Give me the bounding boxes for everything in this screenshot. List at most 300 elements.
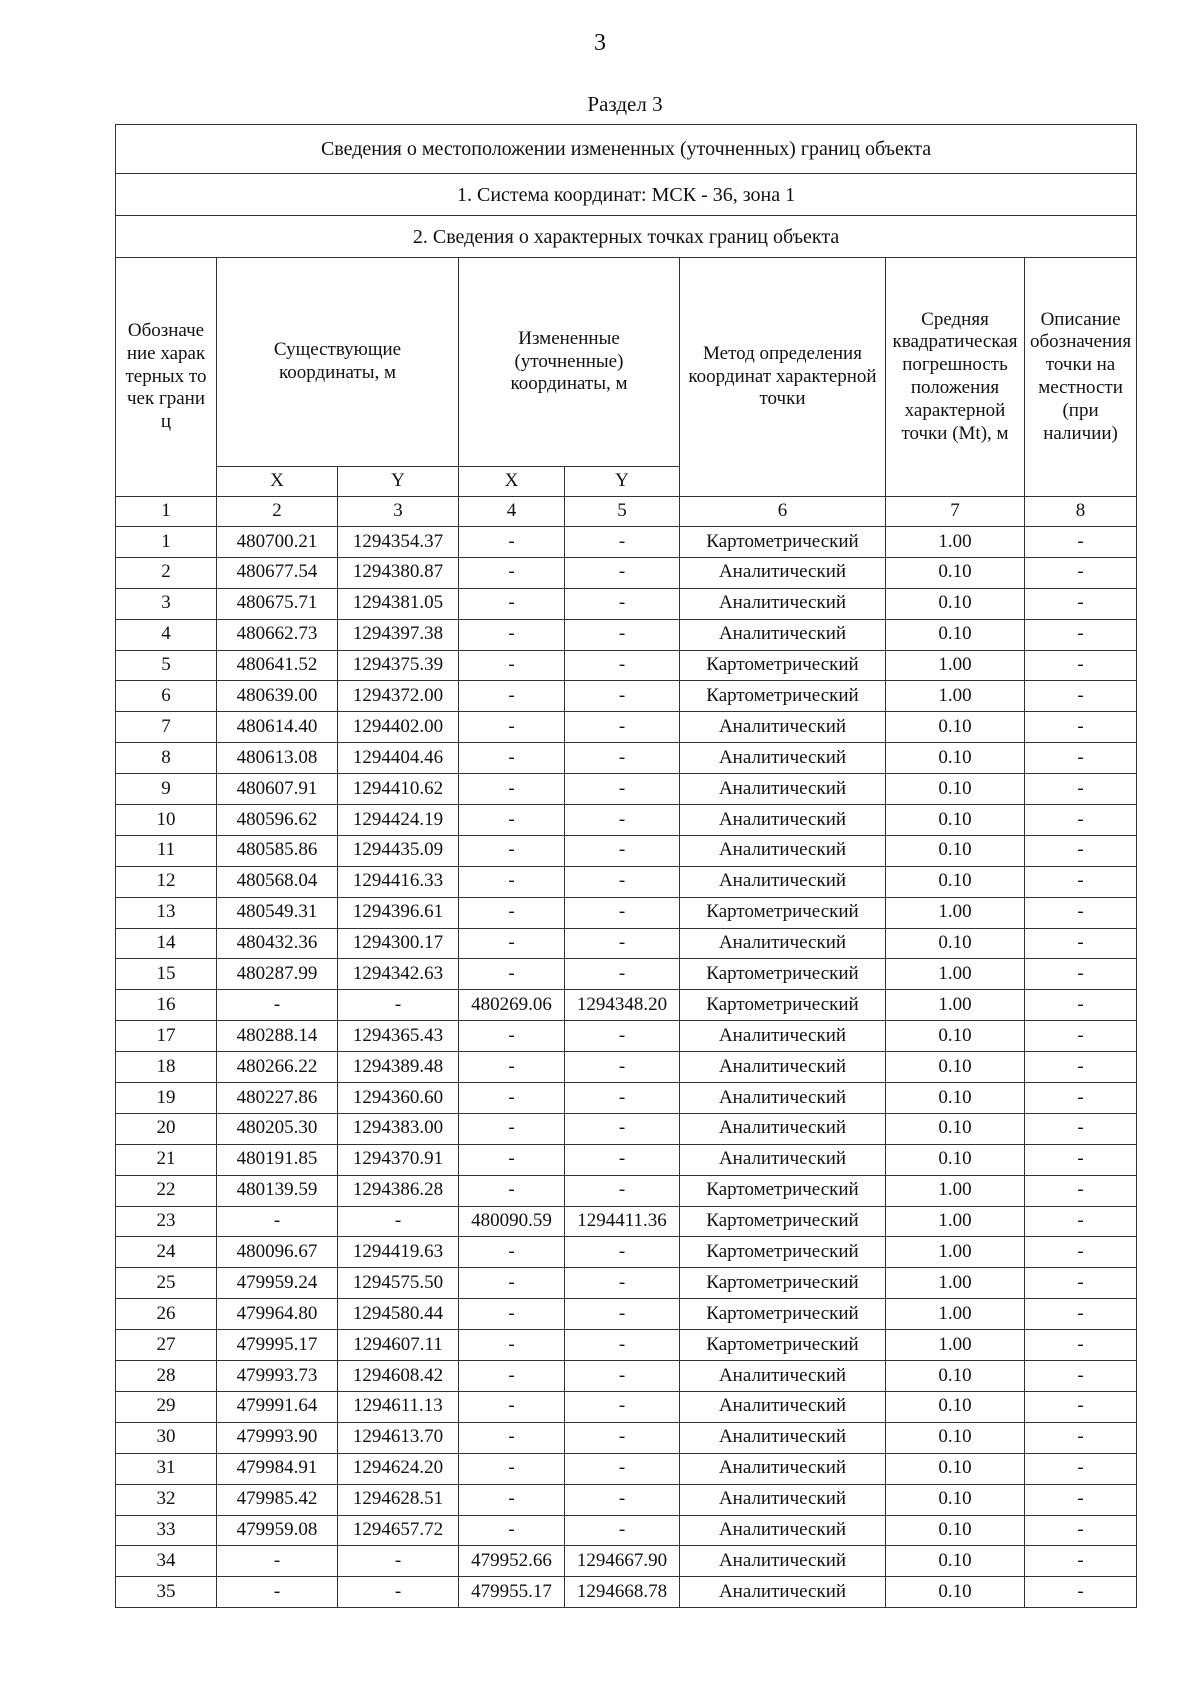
header-changed-x: X: [459, 467, 565, 497]
cell-existing-y: 1294419.63: [338, 1237, 459, 1268]
cell-point-number: 19: [116, 1083, 217, 1114]
table-row: [116, 1021, 1137, 1052]
cell-existing-x: -: [217, 990, 338, 1021]
cell-method: Аналитический: [680, 866, 886, 897]
cell-point-number: 18: [116, 1052, 217, 1083]
column-number: 2: [217, 497, 338, 527]
cell-method: Аналитический: [680, 1391, 886, 1422]
table-row: [116, 1268, 1137, 1299]
column-number: 6: [680, 497, 886, 527]
cell-existing-x: 480613.08: [217, 743, 338, 774]
cell-existing-x: 480549.31: [217, 897, 338, 928]
cell-method: Аналитический: [680, 805, 886, 836]
cell-existing-x: 480700.21: [217, 527, 338, 558]
cell-existing-y: 1294372.00: [338, 681, 459, 712]
cell-changed-y: -: [565, 928, 680, 959]
cell-changed-x: -: [459, 527, 565, 558]
cell-description: -: [1025, 1237, 1137, 1268]
cell-existing-x: 480596.62: [217, 805, 338, 836]
cell-existing-y: 1294404.46: [338, 743, 459, 774]
cell-method: Аналитический: [680, 1113, 886, 1144]
cell-existing-y: -: [338, 1206, 459, 1237]
cell-error-mt: 0.10: [886, 1052, 1025, 1083]
table-row: [116, 928, 1137, 959]
cell-error-mt: 1.00: [886, 897, 1025, 928]
cell-existing-x: 480205.30: [217, 1113, 338, 1144]
cell-changed-y: -: [565, 1422, 680, 1453]
cell-changed-y: -: [565, 897, 680, 928]
table-row: [116, 743, 1137, 774]
cell-error-mt: 0.10: [886, 1144, 1025, 1175]
cell-existing-y: 1294435.09: [338, 835, 459, 866]
cell-point-number: 6: [116, 681, 217, 712]
cell-existing-y: 1294613.70: [338, 1422, 459, 1453]
cell-description: -: [1025, 805, 1137, 836]
cell-method: Картометрический: [680, 1299, 886, 1330]
cell-changed-y: -: [565, 1144, 680, 1175]
table-row: [116, 835, 1137, 866]
cell-existing-y: 1294375.39: [338, 650, 459, 681]
cell-method: Аналитический: [680, 1453, 886, 1484]
cell-point-number: 3: [116, 588, 217, 619]
cell-existing-y: 1294396.61: [338, 897, 459, 928]
cell-changed-y: 1294411.36: [565, 1206, 680, 1237]
table-row: [116, 1453, 1137, 1484]
cell-description: -: [1025, 1484, 1137, 1515]
cell-changed-y: 1294348.20: [565, 990, 680, 1021]
header-changed-coordinates: Измененные (уточненные) координаты, м: [459, 258, 680, 467]
cell-changed-x: -: [459, 866, 565, 897]
cell-point-number: 35: [116, 1577, 217, 1608]
cell-description: -: [1025, 743, 1137, 774]
column-number: 8: [1025, 497, 1137, 527]
cell-existing-x: 480639.00: [217, 681, 338, 712]
cell-existing-x: 480662.73: [217, 619, 338, 650]
cell-point-number: 21: [116, 1144, 217, 1175]
cell-method: Аналитический: [680, 619, 886, 650]
cell-error-mt: 0.10: [886, 1021, 1025, 1052]
cell-description: -: [1025, 1361, 1137, 1392]
cell-method: Аналитический: [680, 712, 886, 743]
cell-existing-x: 480614.40: [217, 712, 338, 743]
cell-changed-x: -: [459, 1113, 565, 1144]
table-row: [116, 557, 1137, 588]
cell-point-number: 7: [116, 712, 217, 743]
cell-existing-y: 1294397.38: [338, 619, 459, 650]
table-body: [116, 527, 1137, 1608]
cell-point-number: 16: [116, 990, 217, 1021]
cell-changed-x: 479955.17: [459, 1577, 565, 1608]
cell-changed-y: -: [565, 1330, 680, 1361]
cell-method: Аналитический: [680, 1577, 886, 1608]
table-row: [116, 712, 1137, 743]
cell-error-mt: 1.00: [886, 1206, 1025, 1237]
cell-changed-y: -: [565, 835, 680, 866]
cell-point-number: 9: [116, 774, 217, 805]
cell-changed-x: 480090.59: [459, 1206, 565, 1237]
cell-changed-y: -: [565, 1484, 680, 1515]
cell-existing-y: 1294607.11: [338, 1330, 459, 1361]
cell-error-mt: 0.10: [886, 1361, 1025, 1392]
header-changed-y: Y: [565, 467, 680, 497]
cell-changed-x: -: [459, 774, 565, 805]
cell-method: Аналитический: [680, 1546, 886, 1577]
cell-error-mt: 0.10: [886, 805, 1025, 836]
table-row: [116, 1113, 1137, 1144]
cell-existing-x: -: [217, 1546, 338, 1577]
cell-existing-x: 479991.64: [217, 1391, 338, 1422]
cell-description: -: [1025, 1453, 1137, 1484]
cell-changed-x: -: [459, 805, 565, 836]
cell-method: Картометрический: [680, 1268, 886, 1299]
cell-point-number: 23: [116, 1206, 217, 1237]
cell-method: Аналитический: [680, 1484, 886, 1515]
cell-method: Аналитический: [680, 1021, 886, 1052]
table-row: [116, 1546, 1137, 1577]
cell-changed-x: -: [459, 1453, 565, 1484]
cell-existing-x: 479993.90: [217, 1422, 338, 1453]
cell-changed-x: 479952.66: [459, 1546, 565, 1577]
cell-changed-y: -: [565, 681, 680, 712]
cell-description: -: [1025, 897, 1137, 928]
cell-description: -: [1025, 1546, 1137, 1577]
cell-changed-y: -: [565, 1175, 680, 1206]
table-row: [116, 1330, 1137, 1361]
cell-description: -: [1025, 959, 1137, 990]
cell-changed-y: -: [565, 805, 680, 836]
cell-method: Аналитический: [680, 928, 886, 959]
cell-error-mt: 1.00: [886, 1237, 1025, 1268]
cell-existing-x: -: [217, 1206, 338, 1237]
table-title: Сведения о местоположении измененных (уточненных) границ объекта: [116, 125, 1137, 174]
cell-changed-y: -: [565, 1268, 680, 1299]
table-row: [116, 1175, 1137, 1206]
cell-point-number: 17: [116, 1021, 217, 1052]
cell-error-mt: 1.00: [886, 990, 1025, 1021]
table-row: [116, 1299, 1137, 1330]
cell-existing-y: 1294624.20: [338, 1453, 459, 1484]
header-mean-square-error: Средняя квадратическая погрешность положения характерной точки (Mt), м: [886, 258, 1025, 497]
cell-description: -: [1025, 712, 1137, 743]
cell-existing-x: 480568.04: [217, 866, 338, 897]
cell-point-number: 11: [116, 835, 217, 866]
cell-error-mt: 0.10: [886, 928, 1025, 959]
cell-existing-x: 480096.67: [217, 1237, 338, 1268]
cell-description: -: [1025, 650, 1137, 681]
cell-error-mt: 0.10: [886, 712, 1025, 743]
cell-method: Картометрический: [680, 1237, 886, 1268]
cell-method: Аналитический: [680, 774, 886, 805]
cell-changed-y: -: [565, 1361, 680, 1392]
cell-method: Картометрический: [680, 1206, 886, 1237]
cell-description: -: [1025, 1268, 1137, 1299]
header-existing-coordinates: Существующие координаты, м: [217, 258, 459, 467]
cell-existing-y: 1294383.00: [338, 1113, 459, 1144]
cell-description: -: [1025, 1206, 1137, 1237]
table-row: [116, 1361, 1137, 1392]
table-row: [116, 681, 1137, 712]
cell-description: -: [1025, 1391, 1137, 1422]
cell-changed-x: -: [459, 743, 565, 774]
cell-existing-y: 1294424.19: [338, 805, 459, 836]
cell-changed-x: -: [459, 1391, 565, 1422]
table-row: [116, 990, 1137, 1021]
cell-changed-y: -: [565, 866, 680, 897]
cell-error-mt: 1.00: [886, 1330, 1025, 1361]
cell-changed-y: -: [565, 1052, 680, 1083]
cell-description: -: [1025, 681, 1137, 712]
cell-existing-x: 479995.17: [217, 1330, 338, 1361]
cell-existing-y: 1294370.91: [338, 1144, 459, 1175]
cell-existing-x: 480607.91: [217, 774, 338, 805]
table-row: [116, 588, 1137, 619]
cell-description: -: [1025, 835, 1137, 866]
cell-existing-x: 479964.80: [217, 1299, 338, 1330]
cell-point-number: 22: [116, 1175, 217, 1206]
cell-error-mt: 0.10: [886, 1515, 1025, 1546]
cell-existing-x: 480585.86: [217, 835, 338, 866]
cell-existing-x: 479985.42: [217, 1484, 338, 1515]
cell-changed-y: -: [565, 619, 680, 650]
cell-changed-y: -: [565, 1515, 680, 1546]
cell-existing-y: 1294608.42: [338, 1361, 459, 1392]
cell-changed-x: -: [459, 959, 565, 990]
header-determination-method: Метод определения координат характерной точки: [680, 258, 886, 497]
cell-changed-y: 1294668.78: [565, 1577, 680, 1608]
cell-description: -: [1025, 1422, 1137, 1453]
cell-error-mt: 0.10: [886, 1422, 1025, 1453]
cell-changed-x: -: [459, 1484, 565, 1515]
cell-existing-x: 480675.71: [217, 588, 338, 619]
cell-existing-y: 1294657.72: [338, 1515, 459, 1546]
column-number: 7: [886, 497, 1025, 527]
cell-changed-x: -: [459, 1299, 565, 1330]
section-title: Раздел 3: [587, 92, 663, 116]
cell-method: Картометрический: [680, 1175, 886, 1206]
cell-description: -: [1025, 1113, 1137, 1144]
cell-description: -: [1025, 1515, 1137, 1546]
cell-changed-x: -: [459, 712, 565, 743]
cell-method: Картометрический: [680, 650, 886, 681]
cell-changed-y: -: [565, 650, 680, 681]
cell-existing-y: 1294300.17: [338, 928, 459, 959]
cell-error-mt: 0.10: [886, 619, 1025, 650]
cell-changed-x: -: [459, 1083, 565, 1114]
cell-method: Аналитический: [680, 1083, 886, 1114]
cell-method: Аналитический: [680, 1144, 886, 1175]
cell-description: -: [1025, 866, 1137, 897]
cell-existing-y: 1294628.51: [338, 1484, 459, 1515]
cell-changed-x: -: [459, 897, 565, 928]
table-row: [116, 1083, 1137, 1114]
cell-error-mt: 0.10: [886, 1484, 1025, 1515]
cell-point-number: 25: [116, 1268, 217, 1299]
cell-changed-y: -: [565, 1453, 680, 1484]
cell-existing-x: 480227.86: [217, 1083, 338, 1114]
cell-existing-y: 1294354.37: [338, 527, 459, 558]
cell-description: -: [1025, 619, 1137, 650]
cell-point-number: 10: [116, 805, 217, 836]
table-row: [116, 1484, 1137, 1515]
table-row: [116, 527, 1137, 558]
cell-method: Аналитический: [680, 743, 886, 774]
cell-existing-y: 1294380.87: [338, 557, 459, 588]
cell-error-mt: 0.10: [886, 1113, 1025, 1144]
cell-existing-y: 1294365.43: [338, 1021, 459, 1052]
cell-method: Аналитический: [680, 1515, 886, 1546]
cell-existing-x: 480266.22: [217, 1052, 338, 1083]
cell-method: Аналитический: [680, 1052, 886, 1083]
cell-description: -: [1025, 1175, 1137, 1206]
cell-description: -: [1025, 1083, 1137, 1114]
cell-existing-x: 479993.73: [217, 1361, 338, 1392]
table-row: [116, 1577, 1137, 1608]
header-existing-x: X: [217, 467, 338, 497]
table-row: [116, 1391, 1137, 1422]
cell-error-mt: 0.10: [886, 743, 1025, 774]
cell-changed-y: -: [565, 774, 680, 805]
cell-point-number: 30: [116, 1422, 217, 1453]
cell-error-mt: 1.00: [886, 650, 1025, 681]
cell-changed-x: -: [459, 650, 565, 681]
table-row: [116, 1206, 1137, 1237]
column-number: 4: [459, 497, 565, 527]
cell-description: -: [1025, 1330, 1137, 1361]
cell-error-mt: 0.10: [886, 835, 1025, 866]
cell-method: Картометрический: [680, 527, 886, 558]
coordinate-system: 1. Система координат: МСК - 36, зона 1: [116, 174, 1137, 216]
cell-error-mt: 0.10: [886, 1391, 1025, 1422]
cell-existing-y: -: [338, 1546, 459, 1577]
cell-changed-x: -: [459, 1237, 565, 1268]
cell-point-number: 1: [116, 527, 217, 558]
cell-changed-x: -: [459, 588, 565, 619]
cell-changed-y: -: [565, 1083, 680, 1114]
table-row: [116, 1052, 1137, 1083]
cell-changed-y: -: [565, 743, 680, 774]
cell-description: -: [1025, 588, 1137, 619]
header-point-designation: Обозначение характерных точек границ: [116, 258, 217, 497]
cell-error-mt: 1.00: [886, 681, 1025, 712]
cell-existing-y: 1294402.00: [338, 712, 459, 743]
cell-changed-y: -: [565, 1021, 680, 1052]
table-row: [116, 805, 1137, 836]
cell-changed-y: -: [565, 1299, 680, 1330]
cell-error-mt: 0.10: [886, 1453, 1025, 1484]
cell-point-number: 28: [116, 1361, 217, 1392]
cell-point-number: 13: [116, 897, 217, 928]
cell-description: -: [1025, 928, 1137, 959]
cell-error-mt: 1.00: [886, 527, 1025, 558]
cell-changed-x: -: [459, 1330, 565, 1361]
cell-changed-x: -: [459, 835, 565, 866]
cell-error-mt: 0.10: [886, 557, 1025, 588]
cell-error-mt: 0.10: [886, 866, 1025, 897]
cell-changed-y: 1294667.90: [565, 1546, 680, 1577]
cell-error-mt: 0.10: [886, 1083, 1025, 1114]
cell-point-number: 20: [116, 1113, 217, 1144]
cell-point-number: 15: [116, 959, 217, 990]
coordinates-table: [115, 124, 1137, 1608]
cell-point-number: 29: [116, 1391, 217, 1422]
cell-changed-x: -: [459, 928, 565, 959]
table-row: [116, 1144, 1137, 1175]
cell-method: Аналитический: [680, 835, 886, 866]
cell-existing-y: 1294580.44: [338, 1299, 459, 1330]
table-row: [116, 619, 1137, 650]
column-number: 3: [338, 497, 459, 527]
cell-point-number: 33: [116, 1515, 217, 1546]
cell-changed-y: -: [565, 1391, 680, 1422]
cell-error-mt: 1.00: [886, 959, 1025, 990]
cell-changed-y: -: [565, 527, 680, 558]
cell-error-mt: 0.10: [886, 588, 1025, 619]
cell-changed-y: -: [565, 1237, 680, 1268]
cell-point-number: 31: [116, 1453, 217, 1484]
cell-existing-x: -: [217, 1577, 338, 1608]
cell-existing-y: 1294416.33: [338, 866, 459, 897]
cell-description: -: [1025, 1052, 1137, 1083]
cell-existing-y: 1294575.50: [338, 1268, 459, 1299]
cell-existing-y: 1294386.28: [338, 1175, 459, 1206]
cell-point-number: 4: [116, 619, 217, 650]
table-row: [116, 774, 1137, 805]
cell-method: Картометрический: [680, 959, 886, 990]
cell-method: Аналитический: [680, 557, 886, 588]
cell-existing-x: 479984.91: [217, 1453, 338, 1484]
cell-method: Аналитический: [680, 1361, 886, 1392]
cell-description: -: [1025, 1299, 1137, 1330]
cell-changed-y: -: [565, 712, 680, 743]
cell-error-mt: 1.00: [886, 1175, 1025, 1206]
cell-existing-y: 1294381.05: [338, 588, 459, 619]
cell-changed-x: -: [459, 1422, 565, 1453]
cell-existing-x: 480677.54: [217, 557, 338, 588]
cell-existing-x: 480139.59: [217, 1175, 338, 1206]
cell-changed-y: -: [565, 1113, 680, 1144]
cell-point-number: 14: [116, 928, 217, 959]
cell-existing-y: -: [338, 1577, 459, 1608]
cell-error-mt: 0.10: [886, 774, 1025, 805]
cell-method: Аналитический: [680, 1422, 886, 1453]
cell-error-mt: 0.10: [886, 1577, 1025, 1608]
cell-changed-y: -: [565, 588, 680, 619]
cell-changed-x: -: [459, 1515, 565, 1546]
cell-description: -: [1025, 1577, 1137, 1608]
table-row: [116, 1237, 1137, 1268]
cell-method: Картометрический: [680, 1330, 886, 1361]
header-existing-y: Y: [338, 467, 459, 497]
cell-error-mt: 0.10: [886, 1546, 1025, 1577]
cell-method: Картометрический: [680, 990, 886, 1021]
cell-existing-y: 1294360.60: [338, 1083, 459, 1114]
cell-existing-x: 479959.08: [217, 1515, 338, 1546]
cell-existing-x: 480432.36: [217, 928, 338, 959]
cell-changed-y: -: [565, 557, 680, 588]
cell-changed-x: -: [459, 1052, 565, 1083]
cell-changed-x: 480269.06: [459, 990, 565, 1021]
cell-changed-x: -: [459, 1361, 565, 1392]
cell-point-number: 8: [116, 743, 217, 774]
cell-changed-x: -: [459, 1021, 565, 1052]
table-row: [116, 650, 1137, 681]
cell-method: Картометрический: [680, 897, 886, 928]
cell-existing-x: 479959.24: [217, 1268, 338, 1299]
cell-description: -: [1025, 1144, 1137, 1175]
table-row: [116, 1422, 1137, 1453]
cell-description: -: [1025, 557, 1137, 588]
cell-point-number: 26: [116, 1299, 217, 1330]
